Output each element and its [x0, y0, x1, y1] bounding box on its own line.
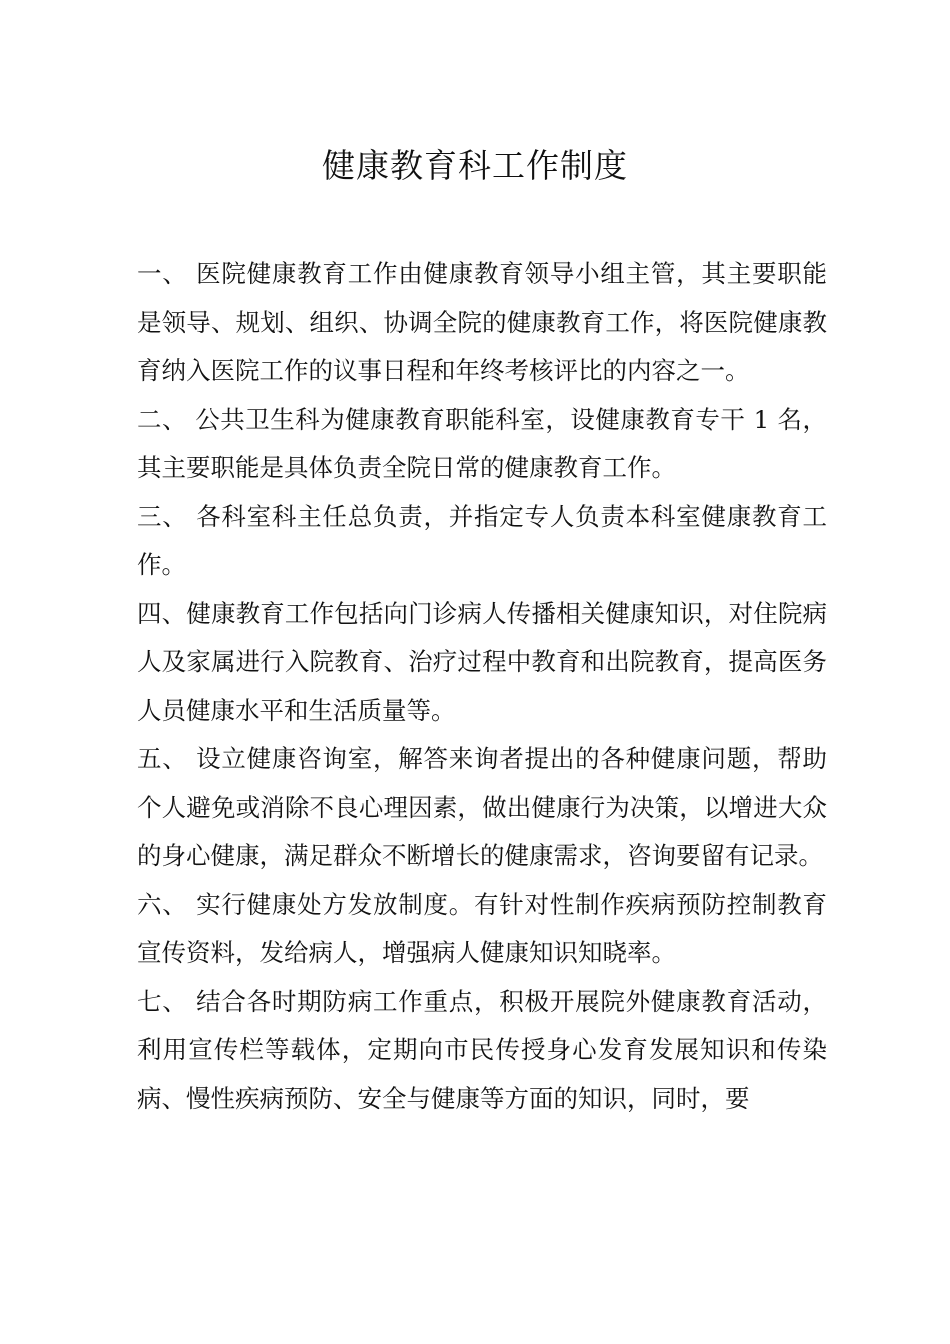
paragraph-7: 七、 结合各时期防病工作重点，积极开展院外健康教育活动，利用宣传栏等载体，定期向市民传授身心发育发展知识和传染病、慢性疾病预防、安全与健康等方面的知识，同时，要: [137, 986, 827, 1113]
paragraph-3: 三、 各科室科主任总负责，并指定专人负责本科室健康教育工作。: [137, 501, 827, 579]
paragraph-2: 二、 公共卫生科为健康教育职能科室，设健康教育专干 1 名，其主要职能是具体负责全院日常的健康教育工作。: [137, 404, 827, 482]
paragraph-4: 四、健康教育工作包括向门诊病人传播相关健康知识，对住院病人及家属进行入院教育、治疗过程中教育和出院教育，提高医务人员健康水平和生活质量等。: [137, 598, 827, 725]
paragraph-6: 六、 实行健康处方发放制度。有针对性制作疾病预防控制教育宣传资料，发给病人，增强病人健康知识知晓率。: [137, 889, 827, 967]
document-title: 健康教育科工作制度: [322, 146, 628, 185]
document-body: [137, 250, 827, 1123]
paragraph-1: 一、 医院健康教育工作由健康教育领导小组主管，其主要职能是领导、规划、组织、协调全院的健康教育工作，将医院健康教育纳入医院工作的议事日程和年终考核评比的内容之一。: [137, 259, 827, 385]
paragraph-5: 五、 设立健康咨询室，解答来询者提出的各种健康问题，帮助个人避免或消除不良心理因素，做出健康行为决策，以增进大众的身心健康，满足群众不断增长的健康需求，咨询要留有记录。: [137, 744, 827, 870]
